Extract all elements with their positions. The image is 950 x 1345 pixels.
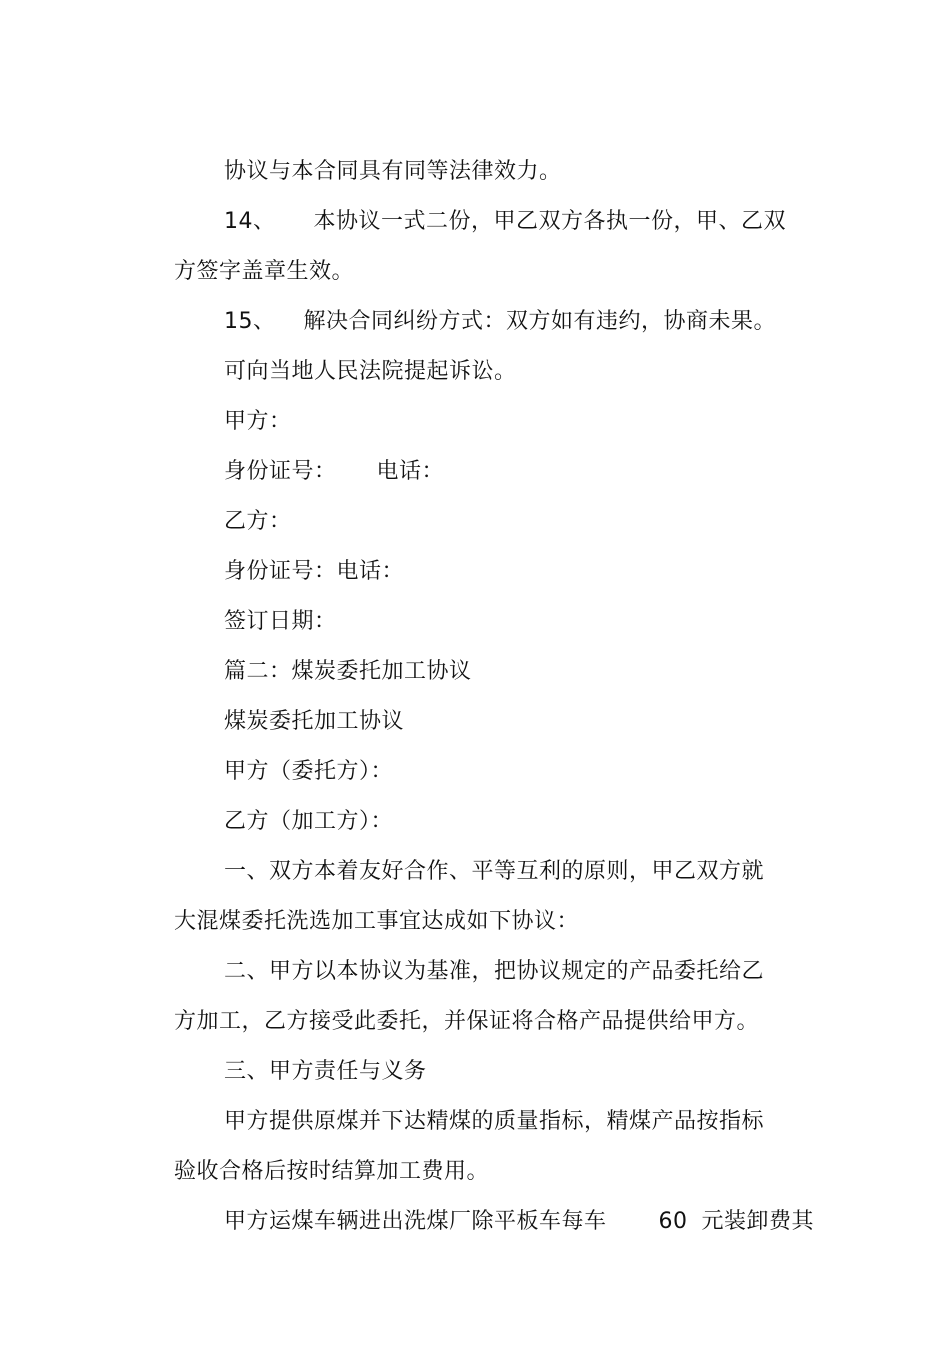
- text: 本协议一式二份，甲乙双方各执一份，甲、乙双: [313, 209, 786, 234]
- text: 一、双方本着友好合作、平等互利的原则，甲乙双方就: [223, 859, 764, 884]
- clause-number: 15、: [223, 309, 276, 334]
- text: 签订日期：: [223, 609, 337, 634]
- clause-number: 14、: [223, 209, 276, 234]
- text: 煤炭委托加工协议: [223, 709, 404, 734]
- text: 甲方：: [223, 409, 292, 434]
- text: 乙方：: [223, 509, 292, 534]
- text: 可向当地人民法院提起诉讼。: [223, 359, 517, 384]
- text: 方签字盖章生效。: [173, 259, 354, 284]
- text: 篇二：煤炭委托加工协议: [223, 659, 472, 684]
- text: 甲方提供原煤并下达精煤的质量指标，精煤产品按指标: [223, 1109, 764, 1134]
- text: 乙方（加工方）：: [223, 809, 393, 834]
- text: 甲方（委托方）：: [223, 759, 393, 784]
- text: 三、甲方责任与义务: [223, 1059, 427, 1084]
- amount: 60: [658, 1209, 688, 1234]
- text: 电话：: [376, 459, 445, 484]
- text: 甲方运煤车辆进出洗煤厂除平板车每车: [223, 1209, 607, 1234]
- text: 身份证号：: [223, 459, 337, 484]
- text: 解决合同纠纷方式：双方如有违约，协商未果。: [303, 309, 776, 334]
- paragraph-line: [194, 1177, 814, 1267]
- text: 二、甲方以本协议为基准，把协议规定的产品委托给乙: [223, 959, 764, 984]
- text: 验收合格后按时结算加工费用。: [173, 1159, 489, 1184]
- text: 方加工，乙方接受此委托，并保证将合格产品提供给甲方。: [173, 1009, 759, 1034]
- text: 大混煤委托洗选加工事宜达成如下协议：: [173, 909, 579, 934]
- text: 协议与本合同具有同等法律效力。: [223, 159, 562, 184]
- text: 元装卸费其: [701, 1209, 815, 1234]
- text: 身份证号：电话：: [223, 559, 404, 584]
